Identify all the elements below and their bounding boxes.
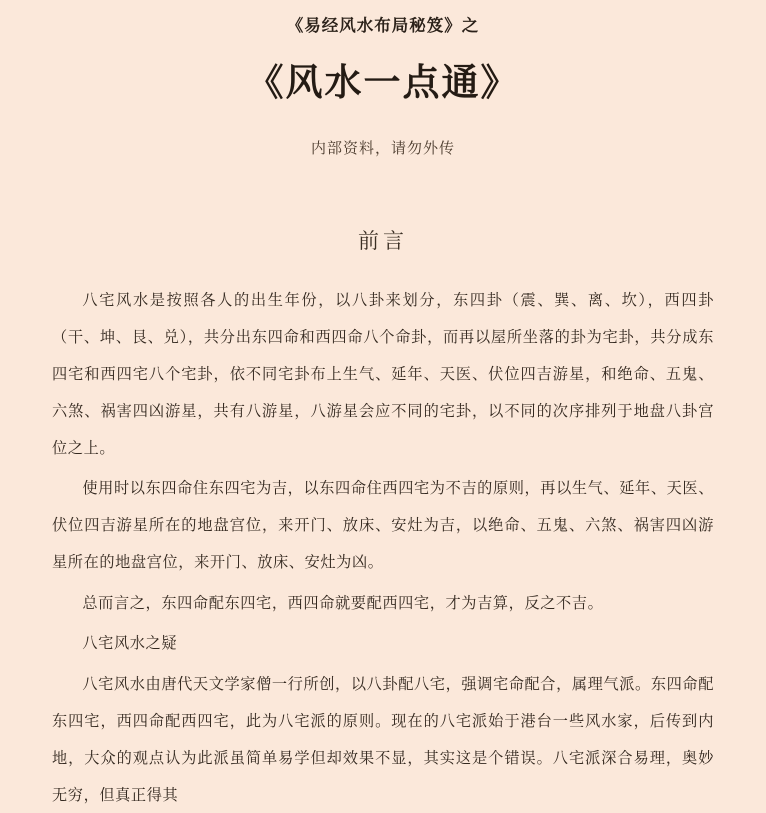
preface-paragraph-3: 总而言之，东四命配东四宅，西四命就要配西四宅，才为吉算，反之不吉。 — [82, 593, 604, 612]
page-title: 《风水一点通》 — [246, 59, 520, 104]
preface-heading: 前言 — [358, 229, 408, 253]
preface-paragraph-1: 八宅风水是按照各人的出生年份，以八卦来划分，东四卦（震、巽、离、坎），西四卦（干、坤、艮、兑），共分出东四命和西四命八个命卦，而再以屋所坐落的卦为宅卦，共分成东四宅和西四宅八个宅卦，依不同宅卦布上生气、延年、天医、伏位四吉游星，和绝命、五鬼、六煞、祸害四凶游星，共有八游星，八游星会应不同的宅卦，以不同的次序排列于地盘八卦宫位之上。 — [52, 291, 714, 457]
confidentiality-note: 内部资料，请勿外传 — [310, 139, 455, 157]
preface-paragraph-2: 使用时以东四命住东四宅为吉，以东四命住西四宅为不吉的原则，再以生气、延年、天医、伏位四吉游星所在的地盘宫位，来开门、放床、安灶为吉，以绝命、五鬼、六煞、祸害四凶游星所在的地盘宫位，来开门、放床、安灶为凶。 — [52, 479, 714, 571]
subsection-paragraph-1: 八宅风水由唐代天文学家僧一行所创，以八卦配八宅，强调宅命配合，属理气派。东四命配东四宅，西四命配西四宅，此为八宅派的原则。现在的八宅派始于港台一些风水家，后传到内地，大众的观点认为此派虽简单易学但却效果不显，其实这是个错误。八宅派深合易理，奥妙无穷，但真正得其 — [52, 675, 714, 804]
series-label: 《易经风水布局秘笈》之 — [286, 16, 480, 35]
preface-section — [0, 227, 766, 813]
subsection-heading: 八宅风水之疑 — [82, 634, 178, 653]
cover-block — [0, 0, 766, 159]
